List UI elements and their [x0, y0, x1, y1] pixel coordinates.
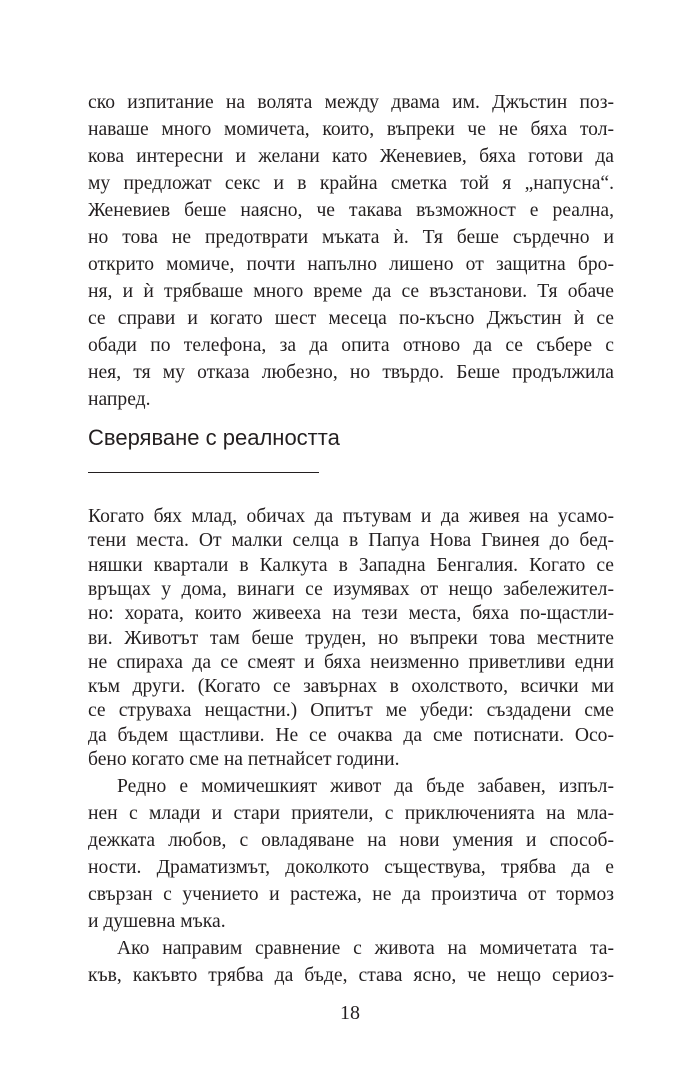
text-line: кова интересни и желани като Женевиев, бяха готови да [88, 146, 614, 167]
text-line: и душевна мъка. [88, 911, 226, 932]
text-line: ско изпитание на волята между двама им. Джъстин поз- [88, 92, 614, 113]
text-line: напред. [88, 389, 151, 410]
heading-rule [88, 472, 319, 473]
text-line: ня, и ѝ трябваше много време да се възстанови. Тя обаче [88, 281, 614, 302]
text-line: открито момиче, почти напълно лишено от защитна бро- [88, 254, 614, 275]
text-line: нен с млади и стари приятели, с приключенията на мла- [88, 803, 614, 824]
text-line: Когато бях млад, обичах да пътувам и да живея на усамо- [88, 506, 614, 527]
text-line: дежката любов, с овладяване на нови умения и способ- [88, 830, 614, 851]
text-line: към други. (Когато се завърнах в охолството, всички ми [88, 676, 614, 698]
text-line: бено когато сме на петнайсет години. [88, 749, 400, 770]
section-heading: Сверяване с реалността [88, 425, 340, 450]
text-line: няшки квартали в Калкута в Западна Бенгалия. Когато се [88, 554, 614, 576]
text-line: наваше много момичета, които, въпреки че не бяха тол- [88, 119, 614, 140]
text-line: ности. Драматизмът, доколкото съществува, трябва да е [88, 857, 614, 878]
text-line: ви. Животът там беше труден, но въпреки това местните [88, 627, 614, 649]
text-line: Женевиев беше наясно, че такава възможност е реална, [88, 200, 614, 221]
text-line: нея, тя му отказа любезно, но твърдо. Беше продължила [88, 362, 614, 383]
text-line: се струваха нещастни.) Опитът ме убеди: създадени сме [88, 700, 614, 722]
text-line: тени места. От малки селца в Папуа Нова Гвинея до бед- [88, 530, 614, 552]
text-line: къв, какъвто трябва да бъде, става ясно, че нещо сериоз- [88, 965, 614, 986]
text-line: му предложат секс и в крайна сметка той я „напусна“. [88, 173, 614, 194]
text-line: но: хората, които живееха на тези места, бяха по-щастли- [88, 603, 614, 625]
text-line: връщах у дома, винаги се изумявах от нещо забележител- [88, 578, 614, 600]
text-line: но това не предотврати мъката ѝ. Тя беше сърдечно и [88, 227, 614, 248]
text-line: обади по телефона, за да опита отново да се събере с [88, 335, 614, 356]
text-line: Ако направим сравнение с живота на момичетата та- [117, 938, 614, 959]
text-line: се справи и когато шест месеца по-късно Джъстин ѝ се [88, 308, 614, 329]
page-number: 18 [340, 1002, 360, 1024]
text-line: да бъдем щастливи. Не се очаква да сме потиснати. Осо- [88, 724, 614, 746]
text-line: свързан с учението и растежа, не да произтича от тормоз [88, 884, 614, 905]
text-line: Редно е момичешкият живот да бъде забавен, изпъл- [117, 776, 614, 797]
text-line: не спираха да се смеят и бяха неизменно приветливи едни [88, 651, 614, 673]
